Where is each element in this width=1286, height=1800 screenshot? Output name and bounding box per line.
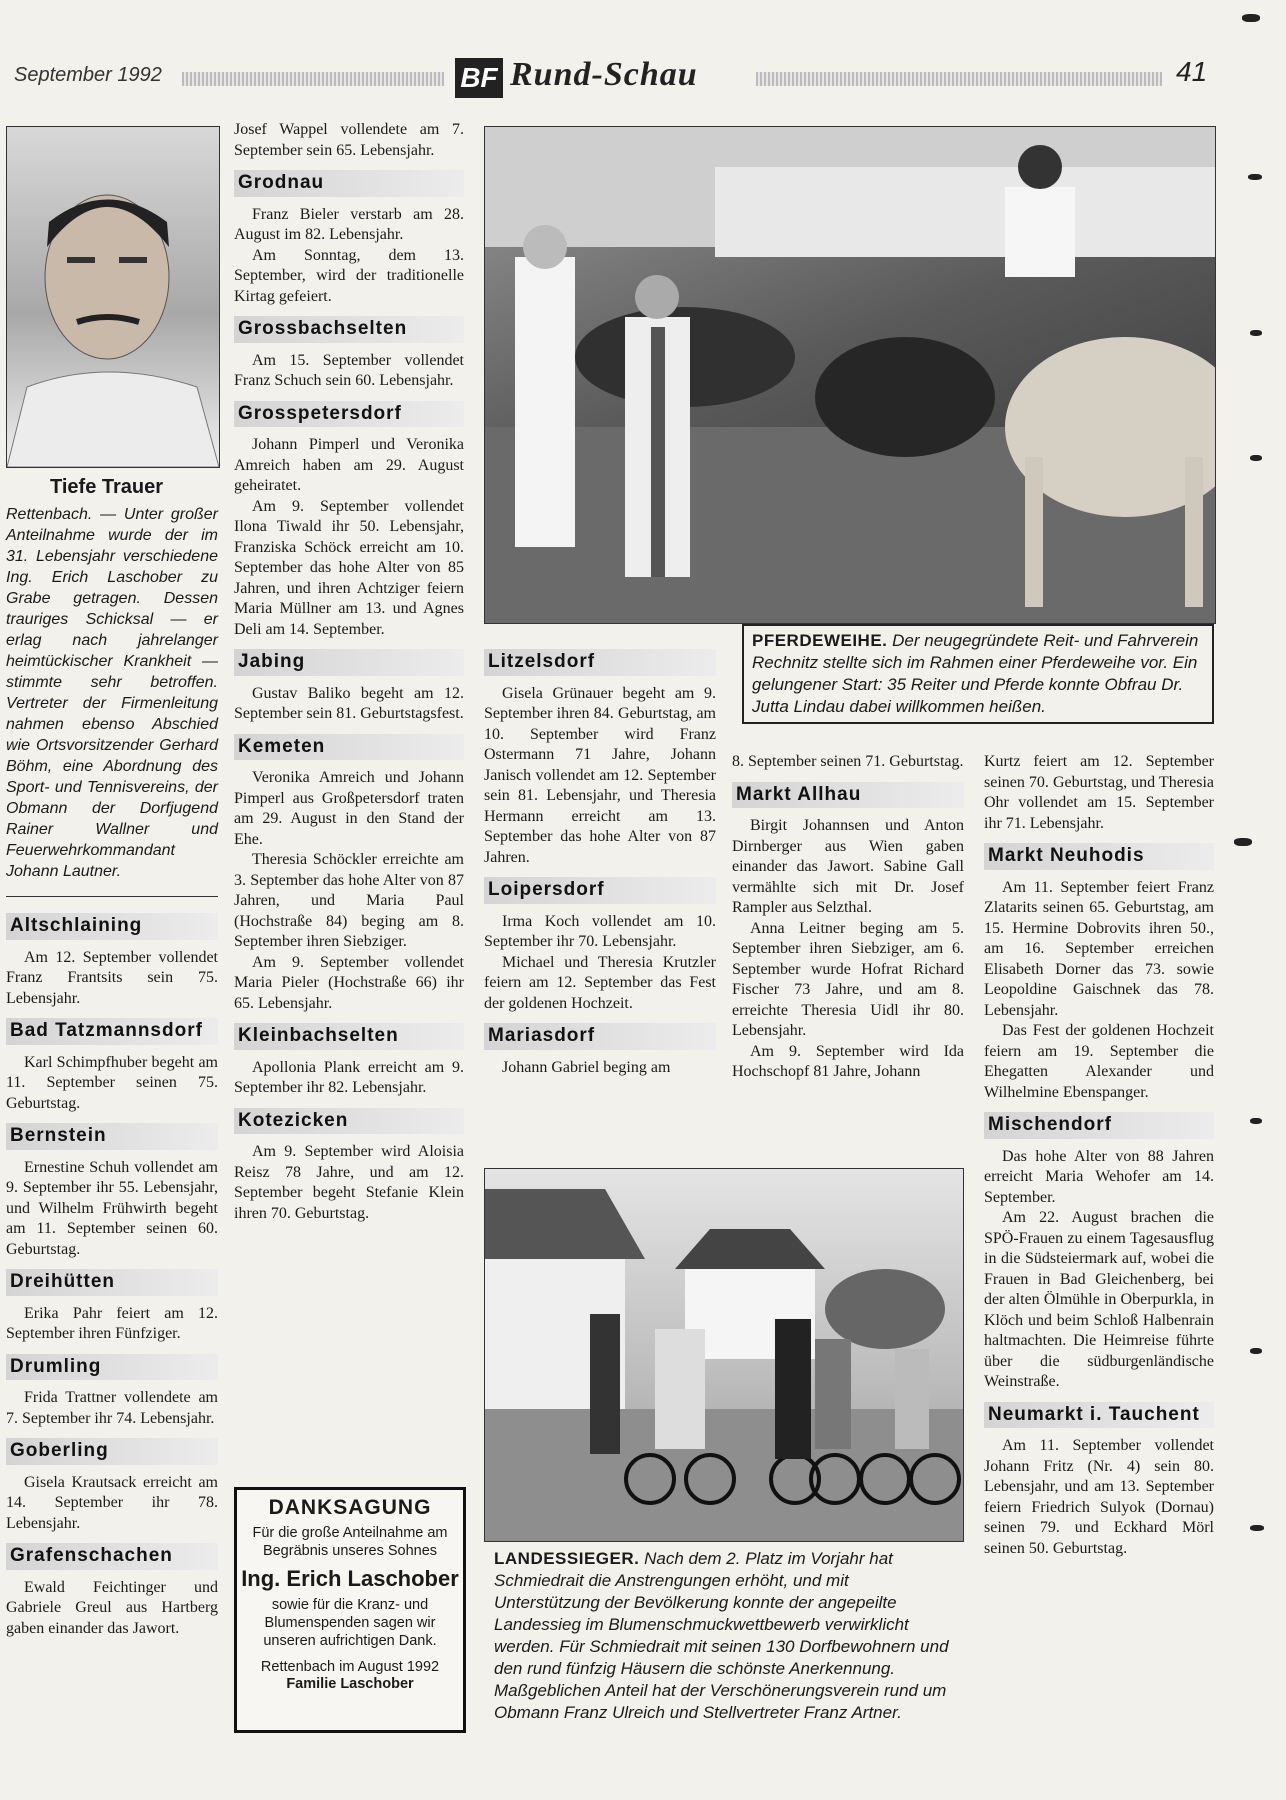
column-2	[234, 120, 464, 1224]
danksagung-title: DANKSAGUNG	[268, 1496, 432, 1519]
section-text: Frida Trattner vollendete am 7. September ihr 74. Lebensjahr.	[6, 1389, 218, 1427]
header-rule-right	[756, 72, 1162, 86]
danksagung-family: Familie Laschober	[286, 1676, 414, 1692]
section-heading: Markt Allhau	[732, 782, 964, 809]
section-paragraph: Johann Pimperl und Veronika Amreich haben am 29. August geheiratet.	[234, 436, 464, 494]
village-winner-caption	[484, 1544, 962, 1724]
horse-blessing-caption	[742, 624, 1214, 724]
scan-mark	[1242, 14, 1260, 22]
scan-mark	[1250, 1348, 1262, 1354]
section-paragraph: Das Fest der goldenen Hochzeit feiern am 19. September die Ehegatten Alexander und Wilhelmine Ebenspanger.	[984, 1022, 1214, 1101]
section-paragraph: Am Sonntag, dem 13. September, wird der traditionelle Kirtag gefeiert.	[234, 246, 464, 305]
section-paragraph: Gisela Grünauer begeht am 9. September ihren 84. Geburtstag, am 10. September wird Franz Ostermann 71 Jahre, Johann Janisch vollendet am 12. September sein 81. Lebensjahr, und Theresia Hermann erreicht am 13. September das hohe Alter von 87 Jahren.	[484, 684, 716, 866]
column-3	[484, 640, 716, 1078]
column-1	[6, 904, 218, 1639]
danksagung-box	[234, 1487, 466, 1733]
scan-mark	[1250, 1118, 1262, 1124]
section-text: Ernestine Schuh vollendet am 9. September ihr 55. Lebensjahr, und Wilhelm Frühwirth begeht am 11. September seinen 60. Geburtstag.	[6, 1158, 218, 1258]
section-heading: Mariasdorf	[484, 1023, 716, 1050]
section-heading: Altschlaining	[6, 913, 218, 940]
horse-blessing-caption-text: Der neugegründete Reit- und Fahrverein Rechnitz stellte sich im Rahmen einer Pferdeweihe vor. Ein gelungener Start: 35 Reiter und Pferde konnte Obfrau Dr. Jutta Lindau dabei willkommen heißen.	[752, 631, 1199, 716]
obituary-title: Tiefe Trauer	[50, 476, 164, 498]
danksagung-place: Rettenbach im August 1992	[260, 1659, 440, 1675]
section-text: Erika Pahr feiert am 12. September ihren Fünfziger.	[6, 1304, 218, 1342]
section-heading: Drumling	[6, 1354, 218, 1381]
section-paragraph: Am 9. September vollendet Ilona Tiwald ihr 50. Lebensjahr, Franziska Schöck erreicht am 10. September das hohe Alter von 85 Jahren, und ihren Achtziger feiern Maria Müllner am 13. und Agnes Deli am 14. September.	[234, 497, 464, 638]
column-2-lead: Josef Wappel vollendete am 7. September sein 65. Lebensjahr.	[234, 121, 464, 159]
section-paragraph: Das hohe Alter von 88 Jahren erreicht Maria Wehofer am 14. September.	[984, 1147, 1214, 1206]
issue-date: September 1992	[14, 64, 162, 86]
scan-mark	[1250, 330, 1262, 336]
section-heading: Loipersdorf	[484, 877, 716, 904]
village-winner-caption-label: LANDESSIEGER.	[494, 1549, 640, 1568]
section-heading: Grodnau	[234, 170, 464, 197]
portrait-photo	[6, 126, 220, 468]
scan-mark	[1250, 1525, 1264, 1531]
section-heading: Litzelsdorf	[484, 649, 716, 676]
section-paragraph: Anna Leitner beging am 5. September ihren Siebziger, am 6. September wurde Hofrat Richard Fischer 73 Jahre, und am 8. erreichte Theresia Uidl ihr 80. Lebensjahr.	[732, 919, 964, 1039]
section-heading: Grossbachselten	[234, 316, 464, 343]
section-heading: Grafenschachen	[6, 1543, 218, 1570]
section-paragraph: Birgit Johannsen und Anton Dirnberger aus Wien gaben einander das Jawort. Sabine Gall vermählte sich mit Dr. Josef Rampler aus Selzthal.	[732, 817, 964, 916]
scan-mark	[1248, 174, 1262, 180]
section-text: Karl Schimpfhuber begeht am 11. September seinen 75. Geburtstag.	[6, 1053, 218, 1112]
horse-blessing-photo	[484, 126, 1216, 624]
section-heading: Kemeten	[234, 734, 464, 761]
section-heading: Dreihütten	[6, 1269, 218, 1296]
village-winner-illustration	[485, 1169, 963, 1541]
section-paragraph: Am 9. September wird Ida Hochschopf 81 Jahre, Johann	[732, 1042, 964, 1080]
section-paragraph: Gustav Baliko begeht am 12. September sein 81. Geburtstagsfest.	[234, 684, 464, 722]
section-paragraph: Irma Koch vollendet am 10. September ihr 70. Lebensjahr.	[484, 912, 716, 950]
section-heading: Mischendorf	[984, 1112, 1214, 1139]
village-winner-caption-text: Nach dem 2. Platz im Vorjahr hat Schmiedrait die Anstrengungen erhöht, und mit Unterstützung der Bevölkerung konnte der angepeilte Landessieg im Blumenschmuckwettbewerb verwirklicht werden. Für Schmiedrait mit seinen 130 Dorfbewohnern und den rund fünfzig Häusern die schönste Anerkennung. Maßgeblichen Anteil hat der Verschönerungsverein rund um Obmann Franz Ulreich und Stellvertreter Franz Artner.	[494, 1549, 949, 1722]
section-paragraph: Am 11. September vollendet Johann Fritz (Nr. 4) sein 80. Lebensjahr, und am 13. September feiern Friedrich Sulyok (Dornau) seinen 79. und Eckhard Mörl seinen 50. Geburtstag.	[984, 1437, 1214, 1557]
section-paragraph: Veronika Amreich und Johann Pimperl aus Großpetersdorf traten am 29. August in den Stand der Ehe.	[234, 769, 464, 848]
danksagung-name: Ing. Erich Laschober	[241, 1566, 459, 1591]
section-heading: Neumarkt i. Tauchent	[984, 1402, 1214, 1429]
scan-mark	[1234, 838, 1252, 846]
column-4-lead: 8. September seinen 71. Geburtstag.	[732, 753, 964, 770]
section-paragraph: Am 9. September vollendet Maria Pieler (Hochstraße 66) ihr 65. Lebensjahr.	[234, 953, 464, 1012]
section-heading: Bad Tatzmannsdorf	[6, 1018, 218, 1045]
section-heading: Markt Neuhodis	[984, 843, 1214, 870]
column-divider	[6, 896, 218, 897]
column-4	[732, 752, 964, 1083]
section-paragraph: Apollonia Plank erreicht am 9. September ihr 82. Lebensjahr.	[234, 1058, 464, 1096]
logo-mark: BF	[455, 58, 503, 98]
section-paragraph: Michael und Theresia Krutzler feiern am 12. September das Fest der goldenen Hochzeit.	[484, 953, 716, 1012]
section-text: Gisela Krautsack erreicht am 14. September ihr 78. Lebensjahr.	[6, 1473, 218, 1532]
column-5	[984, 752, 1214, 1559]
column-5-lead: Kurtz feiert am 12. September seinen 70. Geburtstag, und Theresia Ohr vollendet am 15. September ihr 71. Lebensjahr.	[984, 753, 1214, 832]
section-heading: Goberling	[6, 1438, 218, 1465]
section-heading: Kotezicken	[234, 1108, 464, 1135]
section-heading: Kleinbachselten	[234, 1023, 464, 1050]
header-rule-left	[182, 72, 444, 86]
horse-blessing-caption-label: PFERDEWEIHE.	[752, 631, 888, 650]
section-paragraph: Am 22. August brachen die SPÖ-Frauen zu einem Tagesausflug in die Südsteiermark auf, wobei die Frauen in Bad Gleichenberg, bei der alten Ölmühle in Oberpurkla, in Klöch und beim Schloß Halbenrain haltmachten. Die Heimreise führte über die südburgenländische Weinstraße.	[984, 1209, 1214, 1390]
section-heading: Grosspetersdorf	[234, 401, 464, 428]
section-paragraph: Franz Bieler verstarb am 28. August im 82. Lebensjahr.	[234, 205, 464, 243]
danksagung-text-1: Für die große Anteilnahme am Begräbnis unseres Sohnes	[252, 1525, 448, 1559]
section-paragraph: Theresia Schöckler erreichte am 3. September das hohe Alter von 87 Jahren, und Maria Paul (Hochstraße 84) beging am 8. September ihren Siebziger.	[234, 851, 464, 950]
page-number: 41	[1176, 56, 1208, 87]
obituary-text: Rettenbach. — Unter großer Anteilnahme wurde der im 31. Lebensjahr verschiedene Ing. Erich Laschober zu Grabe getragen. Dessen trauriges Schicksal — er erlag nach jahrelanger heimtückischer Krankheit — stimmte sehr betroffen. Vertreter der Firmenleitung nahmen ebenso Abschied wie Ortsvorsitzender Gerhard Böhm, eine Abordnung des Sport- und Tennisvereins, der Obmann der Dorfjugend Rainer Wallner und Feuerwehrkommandant Johann Lautner.	[6, 506, 218, 880]
danksagung-text-2: sowie für die Kranz- und Blumenspenden sagen wir unseren aufrichtigen Dank.	[263, 1597, 437, 1649]
portrait-illustration	[7, 127, 219, 467]
section-paragraph: Am 15. September vollendet Franz Schuch sein 60. Lebensjahr.	[234, 351, 464, 389]
horse-blessing-illustration	[485, 127, 1215, 623]
section-paragraph: Am 9. September wird Aloisia Reisz 78 Jahre, und am 12. September begeht Stefanie Klein ihren 70. Geburtstag.	[234, 1143, 464, 1222]
section-text: Am 12. September vollendet Franz Frantsits sein 75. Lebensjahr.	[6, 948, 218, 1007]
section-paragraph: Am 11. September feiert Franz Zlatarits seinen 65. Geburtstag, am 15. Hermine Dobrovits ihren 50., am 16. September erreichen Elisabeth Dorner das 73. sowie Leopoldine Gaischnek das 78. Lebensjahr.	[984, 878, 1214, 1019]
section-paragraph: Johann Gabriel beging am	[502, 1058, 671, 1076]
scan-mark	[1250, 455, 1262, 461]
section-heading: Jabing	[234, 649, 464, 676]
section-heading: Bernstein	[6, 1123, 218, 1150]
newspaper-title: Rund-Schau	[510, 56, 698, 93]
section-text: Ewald Feichtinger und Gabriele Greul aus Hartberg gaben einander das Jawort.	[6, 1578, 218, 1637]
village-winner-photo	[484, 1168, 964, 1542]
